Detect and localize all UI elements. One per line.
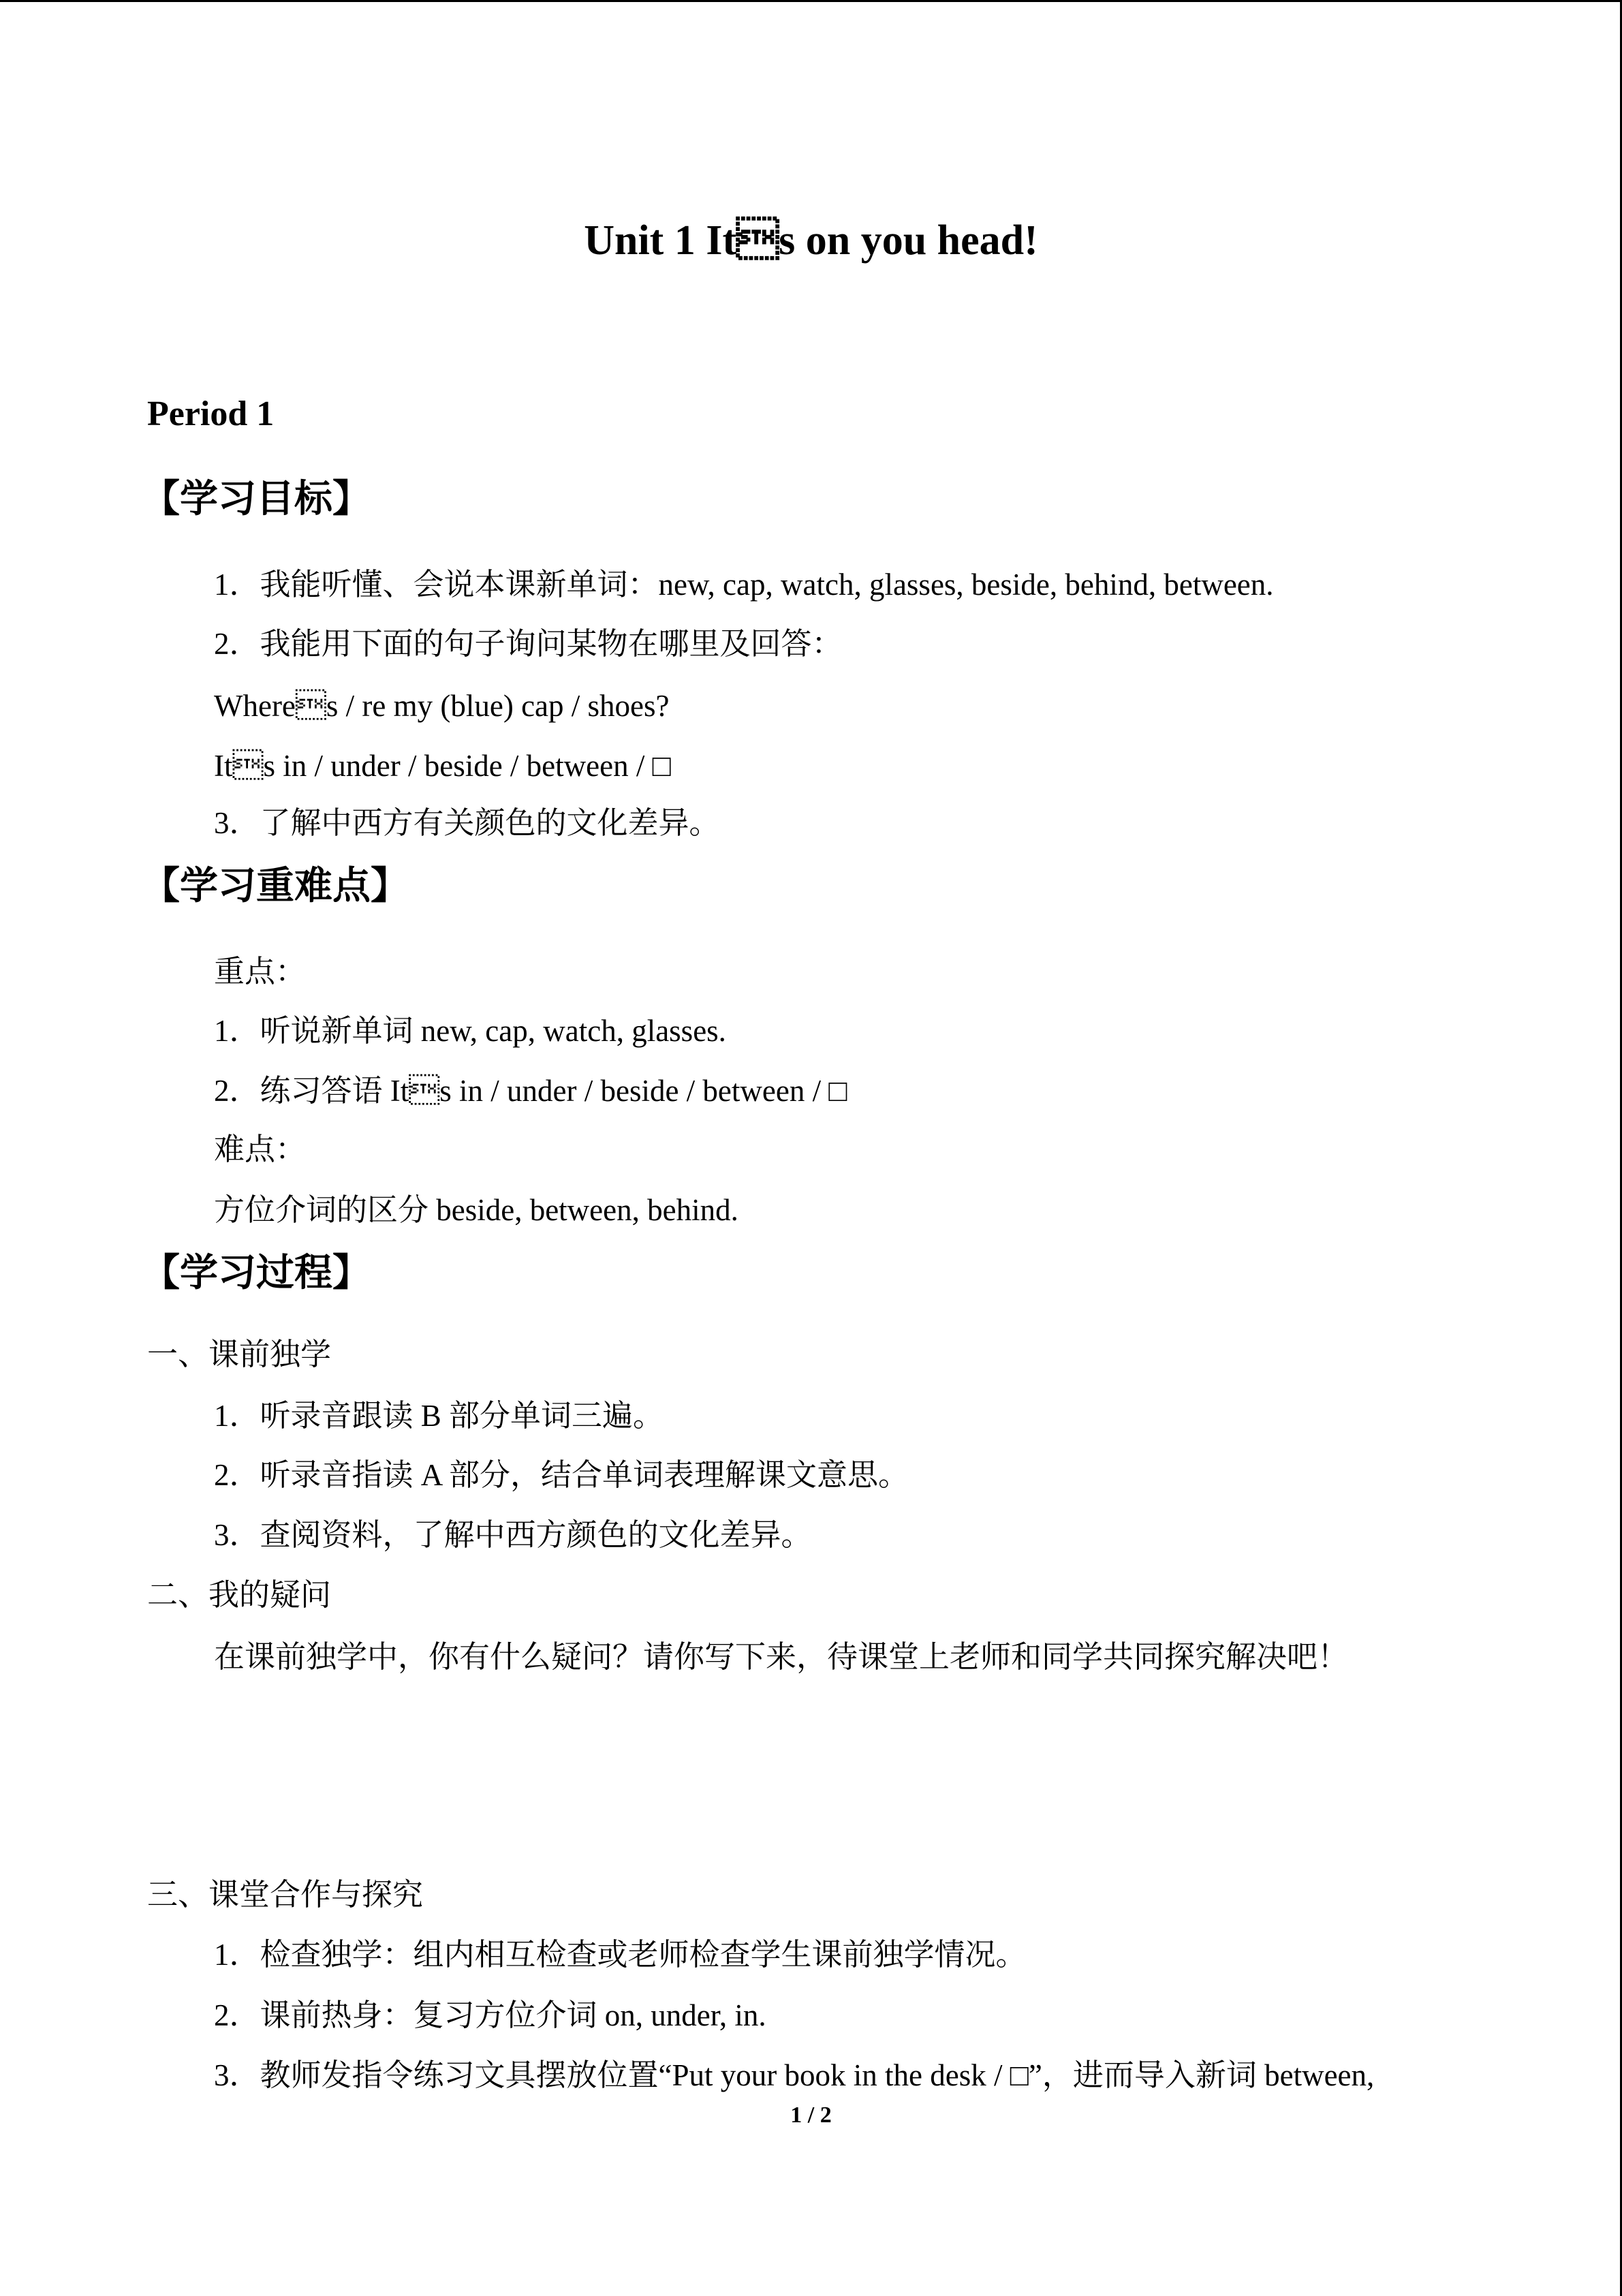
part3-item: 2．课前热身：复习方位介词 on, under, in. bbox=[214, 1998, 766, 2032]
part3-item: 3．教师发指令练习文具摆放位置“Put your book in the desk / □”，进而导入新词 between, bbox=[214, 2058, 1375, 2092]
part1-item: 2．听录音指读 A 部分，结合单词表理解课文意思。 bbox=[214, 1458, 909, 1492]
part2-heading: 二、我的疑问 bbox=[147, 1578, 332, 1612]
part1-heading: 一、课前独学 bbox=[147, 1337, 332, 1371]
document-title: Unit 1 Its on you head! bbox=[584, 217, 1038, 264]
section-keys-heading: 【学习重难点】 bbox=[142, 865, 409, 907]
part2-text: 在课前独学中，你有什么疑问？请你写下来，待课堂上老师和同学共同探究解决吧！ bbox=[214, 1640, 1349, 1674]
part3-item: 1．检查独学：组内相互检查或老师检查学生课前独学情况。 bbox=[214, 1938, 1027, 1972]
goal-item: 1．我能听懂、会说本课新单词：new, cap, watch, glasses, beside, behind, between. bbox=[214, 568, 1274, 602]
goal-item: 3．了解中西方有关颜色的文化差异。 bbox=[214, 806, 720, 840]
part3-heading: 三、课堂合作与探究 bbox=[147, 1878, 424, 1912]
keys-label: 重点： bbox=[214, 955, 307, 989]
difficult-text: 方位介词的区分 beside, between, behind. bbox=[214, 1193, 738, 1227]
part1-item: 3．查阅资料，了解中西方颜色的文化差异。 bbox=[214, 1518, 812, 1552]
page-number: 1 / 2 bbox=[790, 2103, 832, 2128]
period-heading: Period 1 bbox=[147, 394, 275, 433]
goal-sentence: Wheres / re my (blue) cap / shoes? bbox=[214, 689, 670, 723]
goal-item: 2．我能用下面的句子询问某物在哪里及回答： bbox=[214, 627, 843, 661]
key-item: 1．听说新单词 new, cap, watch, glasses. bbox=[214, 1014, 726, 1048]
goal-sentence: Its in / under / beside / between / □ bbox=[214, 749, 671, 783]
difficult-label: 难点： bbox=[214, 1132, 307, 1166]
key-item: 2．练习答语 Its in / under / beside / between / □ bbox=[214, 1074, 847, 1108]
section-process-heading: 【学习过程】 bbox=[142, 1252, 371, 1294]
part1-item: 1．听录音跟读 B 部分单词三遍。 bbox=[214, 1399, 664, 1433]
section-goals-heading: 【学习目标】 bbox=[142, 478, 371, 521]
